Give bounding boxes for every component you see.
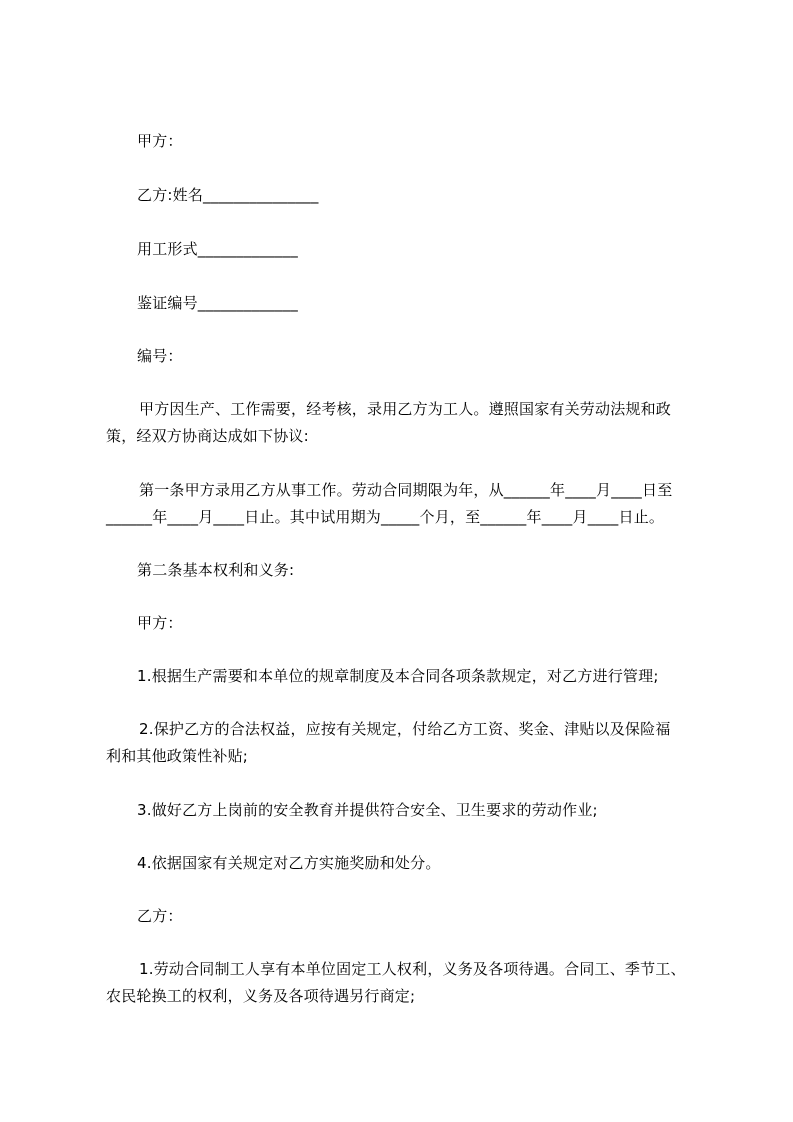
party-b-heading: 乙方：: [137, 907, 183, 925]
party-a-item-1: 1.根据生产需要和本单位的规章制度及本合同各项条款规定，对乙方进行管理;: [137, 667, 659, 685]
intro-paragraph-line-1: 甲方因生产、工作需要，经考核，录用乙方为工人。遵照国家有关劳动法规和政: [139, 400, 672, 418]
article-1-line-1: 第一条甲方录用乙方从事工作。劳动合同期限为年，从______年____月____日至: [139, 481, 673, 499]
verification-number-field: 鉴证编号_____________: [137, 294, 298, 312]
intro-paragraph-line-2: 策，经双方协商达成如下协议:: [106, 427, 309, 445]
party-a-item-4: 4.依据国家有关规定对乙方实施奖励和处分。: [137, 854, 441, 872]
party-b-item-1-line-2: 农民轮换工的权利，义务及各项待遇另行商定;: [106, 987, 416, 1005]
party-a-item-3: 3.做好乙方上岗前的安全教育并提供符合安全、卫生要求的劳动作业;: [137, 801, 598, 819]
article-2-heading: 第二条基本权利和义务:: [137, 561, 295, 579]
party-b-item-1-line-1: 1.劳动合同制工人享有本单位固定工人权利，义务及各项待遇。合同工、季节工、: [139, 960, 686, 978]
party-a-item-2-line-2: 利和其他政策性补贴;: [106, 747, 249, 765]
party-a-heading: 甲方：: [137, 614, 183, 632]
party-a-item-2-line-1: 2.保护乙方的合法权益，应按有关规定，付给乙方工资、奖金、津贴以及保险福: [139, 720, 671, 738]
employment-form-field: 用工形式_____________: [137, 240, 298, 258]
party-b-name-field: 乙方:姓名_______________: [137, 186, 319, 204]
party-a-label: 甲方：: [137, 132, 183, 150]
article-1-line-2: ______年____月____日止。其中试用期为_____个月，至______年____月____日止。: [106, 508, 665, 526]
serial-number-label: 编号：: [137, 347, 183, 365]
